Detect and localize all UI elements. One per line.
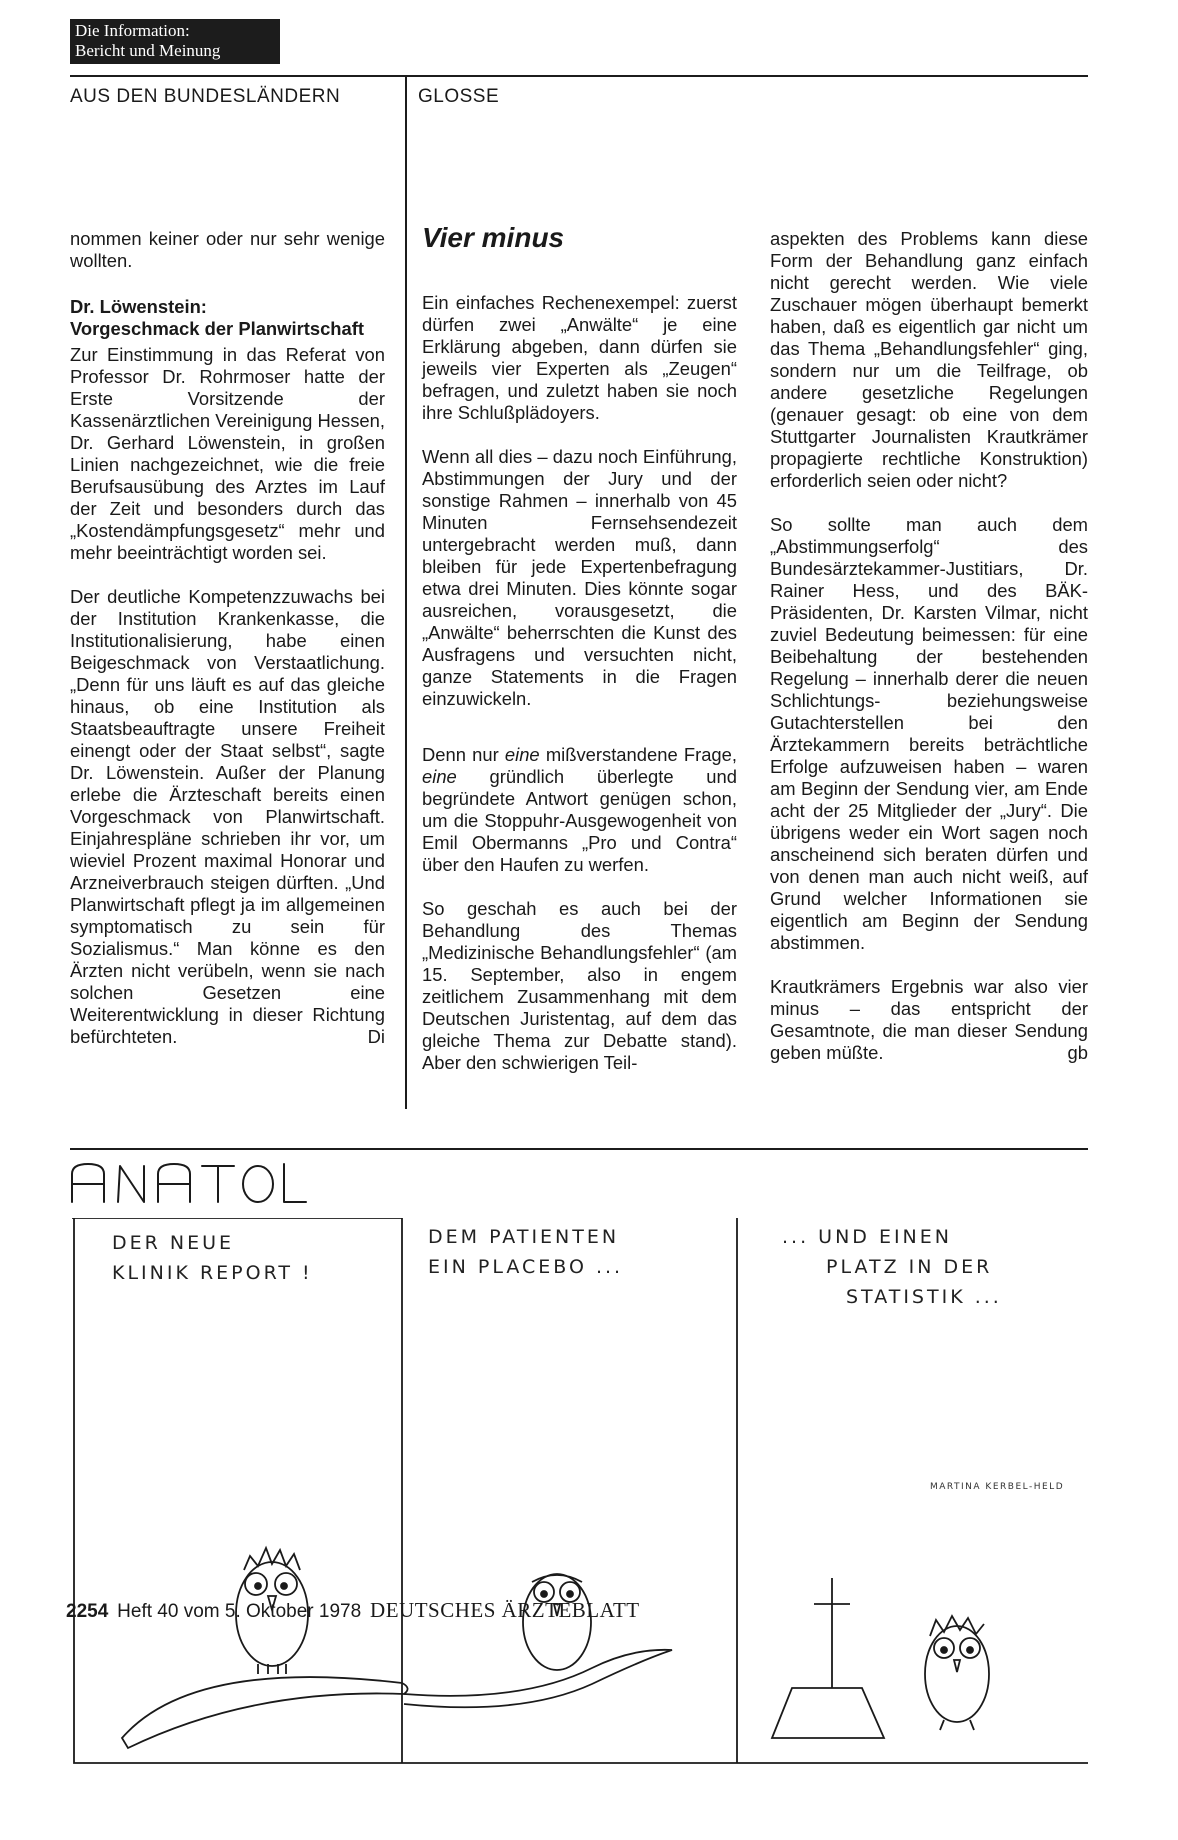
col2-p3-emphasis-2: eine [422, 766, 457, 787]
artist-credit: MARTINA KERBEL-HELD [930, 1482, 1065, 1492]
panel-2-caption-line-2: EIN PLACEBO ... [428, 1256, 624, 1278]
rubric-line-2: Bericht und Meinung [75, 41, 221, 60]
col2-paragraph-1: Ein einfaches Rechenexempel: zuerst dürfen zwei „Anwälte“ je eine Erklärung abgeben, dann dürfen sie jeweils vier Experten als „Zeugen“ befragen, und zuletzt haben sie noch ihre Schlußplädoyers. [422, 292, 737, 423]
column-left [70, 228, 385, 1048]
comic-rule [70, 1148, 1088, 1150]
col1-paragraph-2-text: Der deutliche Kompetenzzuwachs bei der Institution Krankenkasse, die Institutionalisierung, habe einen Beigeschmack von Verstaatlichung. „Denn für uns läuft es auf das gleiche hinaus, ob eine Institution als Staatsbeauftragte unsere Freiheit einengt oder der Staat selbst“, sagte Dr. Löwenstein. Außer der Planung erlebe die Ärzteschaft bereits einen Vorgeschmack von Planwirtschaft. Einjahrespläne schrieben ihr vor, um wieviel Prozent maximal Honorar und Arzneiverbrauch steigen dürften. „Und Planwirtschaft pflegt ja im allgemeinen symptomatisch zu sein für Sozialismus.“ Man könne es den Ärzten nicht verübeln, wenn sie nach solchen Gesetzen eine Weiterentwicklung in dieser Richtung befürchteten. [70, 586, 385, 1047]
col2-p3-emphasis-1: eine [504, 744, 540, 765]
panel-2-caption [428, 1222, 623, 1282]
col1-heading-line-1: Dr. Löwenstein: [70, 296, 207, 317]
col3-paragraph-3 [770, 976, 1088, 1064]
section-label-right: GLOSSE [418, 86, 500, 107]
col1-paragraph-0: nommen keiner oder nur sehr wenige wollten. [70, 228, 385, 271]
article-title: Vier minus [422, 222, 565, 253]
panel-3-caption-line-2: PLATZ IN DER [826, 1256, 993, 1278]
panel-3-caption [782, 1222, 1002, 1312]
branch-1 [122, 1677, 408, 1748]
col3-paragraph-3-text: Krautkrämers Ergebnis war also vier minus – das entspricht der Gesamtnote, die man dieser Sendung geben müßte. [770, 976, 1088, 1063]
col2-p3-c: gründlich überlegte und begründete Antwort genügen schon, um die Stoppuhr-Ausgewogenheit von Emil Obermanns „Pro und Contra“ über den Haufen zu werfen. [422, 766, 737, 875]
col3-signature: gb [1067, 1042, 1088, 1063]
column-divider [405, 77, 407, 1109]
column-right [770, 228, 1088, 1064]
col1-signature: Di [367, 1026, 385, 1047]
panel-2-caption-line-1: DEM PATIENTEN [428, 1226, 620, 1248]
col2-paragraph-4: So geschah es auch bei der Behandlung des Themas „Medizinische Behandlungsfehler“ (am 15. September, also in engem zeitlichem Zusammenhang mit dem Deutschen Juristentag, auf dem das gleiche Thema zur Debatte stand). Aber den schwierigen Teil- [422, 898, 737, 1073]
col1-heading-line-2: Vorgeschmack der Planwirtschaft [70, 318, 365, 339]
col1-paragraph-2 [70, 586, 385, 1048]
issue-info: Heft 40 vom 5. Oktober 1978 [117, 1601, 362, 1622]
page-number: 2254 [66, 1601, 109, 1622]
column-middle [422, 292, 737, 1074]
col2-paragraph-2: Wenn all dies – dazu noch Einführung, Abstimmungen der Jury und der sonstige Rahmen – innerhalb von 45 Minuten Fernsehsendezeit untergebracht werden muß, dann bleiben für jede Expertenbefragung etwa drei Minuten. Dies könnte sogar ausreichen, vorausgesetzt, die „Anwälte“ beherrschten die Kunst des Ausfragens und versuchten nicht, ganze Statements in die Fragen einzuwickeln. [422, 446, 737, 709]
section-label-left: AUS DEN BUNDESLÄNDERN [70, 86, 341, 107]
panel-1-caption [112, 1228, 313, 1288]
col2-paragraph-3 [422, 744, 737, 876]
panel-3-caption-line-1: ... UND EINEN [782, 1226, 952, 1248]
panel-1-caption-line-1: DER NEUE [112, 1232, 235, 1254]
col1-paragraph-1: Zur Einstimmung in das Referat von Professor Dr. Rohrmoser hatte der Erste Vorsitzende der Kassenärztlichen Vereinigung Hessen, Dr. Gerhard Löwenstein, in großen Linien nachgezeichnet, wie die freie Berufsausübung des Arztes im Lauf der Zeit und besonders durch das „Kostendämpfungsgesetz“ mehr und mehr beeinträchtigt worden sei. [70, 344, 385, 563]
owl-3 [925, 1616, 989, 1730]
comic-title-lettering [68, 1158, 308, 1210]
col3-paragraph-1: aspekten des Problems kann diese Form der Behandlung ganz einfach nicht gerecht werden. Wie viele Zuschauer mögen überhaupt bemerkt haben, daß es eigentlich gar nicht um das Thema „Behandlungsfehler“ ging, sondern nur um die Teilfrage, ob andere gesetzliche Regelungen (genauer gesagt: ob eine von dem Stuttgarter Journalisten Krautkrämer propagierte rechtliche Konstruktion) erforderlich seien oder nicht? [770, 228, 1088, 491]
page-footer [66, 1598, 866, 1628]
col3-paragraph-2: So sollte man auch dem „Abstimmungserfolg“ des Bundesärztekammer-Justitiars, Dr. Rainer Hess, und des BÄK-Präsidenten, Dr. Karsten Vilmar, nicht zuviel Bedeutung beimessen: für eine Beibehaltung der bestehenden Regelung – innerhalb derer die neuen Schlichtungs- beziehungsweise Gutachterstellen bei den Ärztekammern bereits beträchtliche Erfolge aufzuweisen haben – waren am Beginn der Sendung vier, am Ende acht der 25 Mitglieder der „Jury“. Die übrigens weder ein Wort sagen noch anscheinend sich beraten dürfen und von denen man auch nicht weiß, auf Grund welcher Informationen sie eigentlich am Beginn der Sendung abstimmen. [770, 514, 1088, 953]
rubric-line-1: Die Information: [75, 21, 190, 40]
col2-p3-a: Denn nur [422, 744, 505, 765]
panel-1-caption-line-2: KLINIK REPORT ! [112, 1262, 313, 1284]
rubric-badge [70, 19, 280, 64]
top-rule [70, 75, 1088, 77]
journal-name: DEUTSCHES ÄRZTEBLATT [370, 1598, 640, 1622]
panel-3-caption-line-3: STATISTIK ... [846, 1286, 1002, 1308]
col2-p3-b: mißverstandene Frage, [539, 744, 737, 765]
